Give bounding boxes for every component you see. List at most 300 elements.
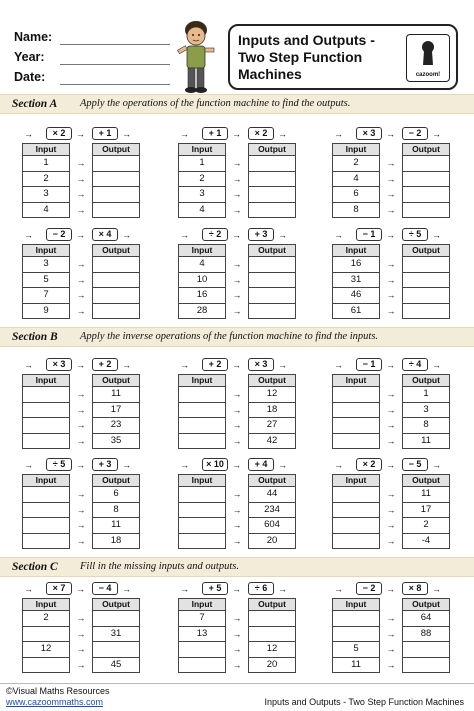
function-machine <box>332 458 452 548</box>
arrow-icon: → <box>386 504 396 515</box>
input-header: Input <box>22 244 70 257</box>
output-cell[interactable] <box>248 288 296 304</box>
arrow-icon: → <box>334 230 343 240</box>
name-label: Name: <box>14 30 53 44</box>
output-cell: 8 <box>402 418 450 434</box>
operation-chain <box>178 358 298 372</box>
section-c-bar <box>0 557 474 577</box>
arrow-icon: → <box>180 460 189 470</box>
arrow-icon: → <box>386 230 395 240</box>
input-cell[interactable] <box>332 627 380 643</box>
function-machine <box>178 358 298 448</box>
input-cell: 3 <box>178 187 226 203</box>
arrow-icon: → <box>432 230 441 240</box>
operation-chain <box>332 228 452 242</box>
output-cell[interactable] <box>92 203 140 219</box>
arrow-icon: → <box>232 158 242 168</box>
arrow-icon: → <box>278 584 287 594</box>
arrow-icon: → <box>232 435 242 446</box>
output-cell[interactable] <box>402 642 450 658</box>
input-cell: 10 <box>178 273 226 289</box>
arrow-icon: → <box>386 204 396 215</box>
output-cell[interactable] <box>402 156 450 172</box>
row-arrows <box>72 257 90 319</box>
input-header: Input <box>332 474 380 487</box>
arrow-icon: → <box>76 520 86 530</box>
input-cell: 7 <box>178 611 226 627</box>
input-cell[interactable] <box>22 658 70 674</box>
input-cell[interactable] <box>22 627 70 643</box>
row-arrows <box>72 156 90 218</box>
arrow-icon: → <box>386 189 396 199</box>
page-title: Inputs and Outputs - Two Step Function Machines <box>238 32 375 82</box>
input-cell[interactable] <box>332 534 380 550</box>
output-cell: 23 <box>92 418 140 434</box>
operation-chain <box>178 458 298 472</box>
arrow-icon: → <box>76 535 86 546</box>
operation-2-box: + 2 <box>92 358 118 371</box>
arrow-icon: → <box>334 129 343 139</box>
input-header: Input <box>332 244 380 257</box>
output-cell[interactable] <box>92 273 140 289</box>
operation-chain <box>332 582 452 596</box>
arrow-icon: → <box>386 435 396 446</box>
operation-2-box: − 2 <box>402 127 428 140</box>
function-machine <box>332 582 452 672</box>
arrow-icon: → <box>386 489 396 499</box>
output-cell[interactable] <box>402 273 450 289</box>
output-column <box>248 143 296 218</box>
operation-2-box: + 1 <box>92 127 118 140</box>
input-cell: 2 <box>178 172 226 188</box>
footer-copyright: ©Visual Maths Resources <box>6 686 110 696</box>
arrow-icon: → <box>278 230 287 240</box>
section-a-label: Section A <box>12 98 58 110</box>
date-line[interactable] <box>60 84 170 85</box>
input-column <box>22 598 70 673</box>
input-cell: 8 <box>332 203 380 219</box>
section-b-bar <box>0 327 474 347</box>
arrow-icon: → <box>432 584 441 594</box>
input-column <box>178 374 226 449</box>
input-cell[interactable] <box>178 642 226 658</box>
input-column <box>178 244 226 319</box>
output-cell: 45 <box>92 658 140 674</box>
row-arrows <box>382 387 400 449</box>
output-cell: 31 <box>92 627 140 643</box>
output-cell: 17 <box>92 403 140 419</box>
output-header: Output <box>402 598 450 611</box>
year-line[interactable] <box>60 64 170 65</box>
output-header: Output <box>248 244 296 257</box>
input-column <box>178 474 226 549</box>
arrow-icon: → <box>386 129 395 139</box>
output-cell[interactable] <box>92 304 140 320</box>
arrow-icon: → <box>24 360 33 370</box>
arrow-icon: → <box>386 460 395 470</box>
output-cell[interactable] <box>402 257 450 273</box>
input-header: Input <box>178 598 226 611</box>
output-header: Output <box>92 474 140 487</box>
output-header: Output <box>248 598 296 611</box>
operation-chain <box>332 458 452 472</box>
input-column <box>22 244 70 319</box>
function-machine <box>178 127 298 217</box>
arrow-icon: → <box>232 613 242 623</box>
output-cell: 11 <box>92 387 140 403</box>
function-machine <box>22 127 142 217</box>
output-cell[interactable] <box>248 273 296 289</box>
arrow-icon: → <box>386 389 396 399</box>
arrow-icon: → <box>24 460 33 470</box>
output-cell: 42 <box>248 434 296 450</box>
input-cell[interactable] <box>178 658 226 674</box>
input-cell[interactable] <box>178 387 226 403</box>
operation-1-box: × 3 <box>46 358 72 371</box>
operation-1-box: ÷ 5 <box>46 458 72 471</box>
operation-1-box: ÷ 2 <box>202 228 228 241</box>
output-cell[interactable] <box>248 187 296 203</box>
output-header: Output <box>402 474 450 487</box>
output-column <box>248 244 296 319</box>
arrow-icon: → <box>76 389 86 399</box>
arrow-icon: → <box>76 628 86 639</box>
input-cell: 46 <box>332 288 380 304</box>
output-header: Output <box>248 143 296 156</box>
output-cell: 604 <box>248 518 296 534</box>
arrow-icon: → <box>386 274 396 285</box>
arrow-icon: → <box>122 460 131 470</box>
input-cell[interactable] <box>332 503 380 519</box>
operation-2-box: ÷ 5 <box>402 228 428 241</box>
section-a-bar <box>0 94 474 114</box>
operation-1-box: + 5 <box>202 582 228 595</box>
arrow-icon: → <box>386 535 396 546</box>
operation-2-box: − 4 <box>92 582 118 595</box>
arrow-icon: → <box>432 460 441 470</box>
output-cell[interactable] <box>248 156 296 172</box>
output-cell[interactable] <box>92 257 140 273</box>
arrow-icon: → <box>386 404 396 415</box>
output-cell: 18 <box>248 403 296 419</box>
output-cell[interactable] <box>402 288 450 304</box>
input-cell: 28 <box>178 304 226 320</box>
row-arrows <box>228 387 246 449</box>
input-cell: 5 <box>22 273 70 289</box>
input-cell[interactable] <box>332 403 380 419</box>
output-column <box>402 598 450 673</box>
output-cell: 11 <box>402 434 450 450</box>
input-cell: 16 <box>178 288 226 304</box>
output-cell: 64 <box>402 611 450 627</box>
input-cell: 9 <box>22 304 70 320</box>
output-cell[interactable] <box>402 172 450 188</box>
output-cell: 3 <box>402 403 450 419</box>
input-cell[interactable] <box>178 518 226 534</box>
input-column <box>332 374 380 449</box>
arrow-icon: → <box>232 404 242 415</box>
footer-divider <box>0 683 474 684</box>
arrow-icon: → <box>232 204 242 215</box>
input-cell: 4 <box>178 203 226 219</box>
input-column <box>332 244 380 319</box>
operation-2-box: ÷ 4 <box>402 358 428 371</box>
output-cell[interactable] <box>92 187 140 203</box>
arrow-icon: → <box>334 460 343 470</box>
input-cell[interactable] <box>22 403 70 419</box>
input-cell[interactable] <box>178 403 226 419</box>
operation-chain <box>178 228 298 242</box>
output-cell[interactable] <box>248 203 296 219</box>
arrow-icon: → <box>122 230 131 240</box>
input-header: Input <box>332 143 380 156</box>
input-header: Input <box>22 143 70 156</box>
arrow-icon: → <box>386 173 396 184</box>
input-cell[interactable] <box>22 534 70 550</box>
output-header: Output <box>92 143 140 156</box>
operation-1-box: − 2 <box>46 228 72 241</box>
output-cell[interactable] <box>248 627 296 643</box>
output-cell[interactable] <box>248 257 296 273</box>
arrow-icon: → <box>76 189 86 199</box>
output-cell: 11 <box>402 487 450 503</box>
arrow-icon: → <box>122 584 131 594</box>
input-cell: 31 <box>332 273 380 289</box>
input-cell[interactable] <box>22 518 70 534</box>
input-cell: 3 <box>22 257 70 273</box>
mascot-boy-illustration <box>174 18 218 96</box>
input-header: Input <box>178 474 226 487</box>
logo-text: cazoom! <box>415 72 441 78</box>
operation-1-box: × 10 <box>202 458 228 471</box>
operation-1-box: × 3 <box>356 127 382 140</box>
output-column <box>248 474 296 549</box>
input-header: Input <box>332 374 380 387</box>
output-cell[interactable] <box>92 642 140 658</box>
arrow-icon: → <box>76 489 86 499</box>
input-cell[interactable] <box>332 518 380 534</box>
arrow-icon: → <box>386 360 395 370</box>
operation-chain <box>332 358 452 372</box>
function-machine <box>332 127 452 217</box>
input-cell: 4 <box>178 257 226 273</box>
arrow-icon: → <box>76 613 86 623</box>
input-cell[interactable] <box>22 387 70 403</box>
input-column <box>178 598 226 673</box>
output-column <box>92 143 140 218</box>
input-cell[interactable] <box>178 534 226 550</box>
function-machine <box>22 358 142 448</box>
arrow-icon: → <box>76 435 86 446</box>
arrow-icon: → <box>386 628 396 639</box>
arrow-icon: → <box>76 305 86 316</box>
arrow-icon: → <box>232 420 242 430</box>
section-b-label: Section B <box>12 331 58 343</box>
input-cell: 5 <box>332 642 380 658</box>
output-column <box>402 474 450 549</box>
input-cell[interactable] <box>332 487 380 503</box>
operation-2-box: + 3 <box>92 458 118 471</box>
input-cell: 3 <box>22 187 70 203</box>
footer-credit <box>6 686 110 708</box>
arrow-icon: → <box>232 460 241 470</box>
input-cell[interactable] <box>332 434 380 450</box>
output-cell[interactable] <box>92 288 140 304</box>
output-cell: 20 <box>248 658 296 674</box>
input-cell[interactable] <box>178 487 226 503</box>
row-arrows <box>72 487 90 549</box>
arrow-icon: → <box>76 504 86 515</box>
function-machine <box>22 582 142 672</box>
function-machine <box>332 228 452 318</box>
arrow-icon: → <box>334 360 343 370</box>
arrow-icon: → <box>232 584 241 594</box>
input-cell[interactable] <box>332 387 380 403</box>
output-cell[interactable] <box>248 304 296 320</box>
arrow-icon: → <box>76 420 86 430</box>
arrow-icon: → <box>386 420 396 430</box>
output-cell[interactable] <box>248 172 296 188</box>
year-label: Year: <box>14 50 45 64</box>
output-cell[interactable] <box>402 203 450 219</box>
output-cell[interactable] <box>402 304 450 320</box>
input-cell: 2 <box>22 172 70 188</box>
input-header: Input <box>22 598 70 611</box>
function-machine <box>178 458 298 548</box>
arrow-icon: → <box>76 360 85 370</box>
output-cell: 17 <box>402 503 450 519</box>
output-header: Output <box>402 244 450 257</box>
input-cell[interactable] <box>22 434 70 450</box>
row-arrows <box>228 156 246 218</box>
output-header: Output <box>248 374 296 387</box>
row-arrows <box>72 611 90 673</box>
arrow-icon: → <box>24 230 33 240</box>
output-cell[interactable] <box>92 172 140 188</box>
output-header: Output <box>248 474 296 487</box>
arrow-icon: → <box>76 204 86 215</box>
operation-2-box: × 2 <box>248 127 274 140</box>
name-line[interactable] <box>60 44 170 45</box>
arrow-icon: → <box>334 584 343 594</box>
arrow-icon: → <box>278 360 287 370</box>
arrow-icon: → <box>232 389 242 399</box>
output-cell: -4 <box>402 534 450 550</box>
arrow-icon: → <box>232 644 242 654</box>
input-cell[interactable] <box>178 434 226 450</box>
input-cell: 13 <box>178 627 226 643</box>
input-cell[interactable] <box>22 487 70 503</box>
arrow-icon: → <box>232 504 242 515</box>
input-cell: 1 <box>178 156 226 172</box>
output-cell: 88 <box>402 627 450 643</box>
output-cell: 8 <box>92 503 140 519</box>
input-cell[interactable] <box>22 503 70 519</box>
arrow-icon: → <box>76 230 85 240</box>
section-c-label: Section C <box>12 561 58 573</box>
output-column <box>402 143 450 218</box>
operation-2-box: × 3 <box>248 358 274 371</box>
section-a-instruction: Apply the operations of the function machine to find the outputs. <box>80 98 351 109</box>
input-header: Input <box>178 143 226 156</box>
arrow-icon: → <box>386 520 396 530</box>
arrow-icon: → <box>232 305 242 316</box>
output-cell[interactable] <box>92 611 140 627</box>
operation-2-box: + 4 <box>248 458 274 471</box>
operation-chain <box>22 127 142 141</box>
input-header: Input <box>22 374 70 387</box>
arrow-icon: → <box>232 659 242 670</box>
operation-1-box: − 1 <box>356 228 382 241</box>
output-header: Output <box>402 143 450 156</box>
arrow-icon: → <box>24 584 33 594</box>
output-column <box>248 598 296 673</box>
arrow-icon: → <box>432 129 441 139</box>
input-column <box>332 598 380 673</box>
output-cell: 35 <box>92 434 140 450</box>
footer-url-link[interactable]: www.cazoommaths.com <box>6 697 104 707</box>
output-header: Output <box>92 374 140 387</box>
row-arrows <box>228 487 246 549</box>
date-label: Date: <box>14 70 46 84</box>
operation-1-box: − 1 <box>356 358 382 371</box>
operation-1-box: × 2 <box>356 458 382 471</box>
arrow-icon: → <box>278 460 287 470</box>
output-column <box>92 374 140 449</box>
output-cell[interactable] <box>92 156 140 172</box>
output-column <box>92 244 140 319</box>
arrow-icon: → <box>76 584 85 594</box>
arrow-icon: → <box>386 305 396 316</box>
arrow-icon: → <box>232 129 241 139</box>
output-cell[interactable] <box>402 187 450 203</box>
input-column <box>22 374 70 449</box>
section-c-instruction: Fill in the missing inputs and outputs. <box>80 561 239 572</box>
input-cell: 7 <box>22 288 70 304</box>
row-arrows <box>382 156 400 218</box>
footer-title: Inputs and Outputs - Two Step Function Machines <box>264 697 464 707</box>
arrow-icon: → <box>180 129 189 139</box>
arrow-icon: → <box>386 659 396 670</box>
operation-2-box: ÷ 6 <box>248 582 274 595</box>
arrow-icon: → <box>232 628 242 639</box>
arrow-icon: → <box>232 360 241 370</box>
arrow-icon: → <box>122 129 131 139</box>
arrow-icon: → <box>76 659 86 670</box>
output-cell[interactable] <box>248 611 296 627</box>
input-cell[interactable] <box>178 418 226 434</box>
input-cell: 4 <box>22 203 70 219</box>
row-arrows <box>382 487 400 549</box>
input-cell[interactable] <box>332 611 380 627</box>
input-cell[interactable] <box>22 418 70 434</box>
arrow-icon: → <box>278 129 287 139</box>
input-cell: 4 <box>332 172 380 188</box>
output-header: Output <box>402 374 450 387</box>
output-cell[interactable] <box>402 658 450 674</box>
arrow-icon: → <box>76 290 86 300</box>
operation-chain <box>22 358 142 372</box>
arrow-icon: → <box>386 290 396 300</box>
output-cell: 20 <box>248 534 296 550</box>
output-column <box>92 474 140 549</box>
arrow-icon: → <box>122 360 131 370</box>
output-column <box>402 244 450 319</box>
input-header: Input <box>332 598 380 611</box>
input-header: Input <box>178 374 226 387</box>
input-cell[interactable] <box>332 418 380 434</box>
input-cell[interactable] <box>178 503 226 519</box>
